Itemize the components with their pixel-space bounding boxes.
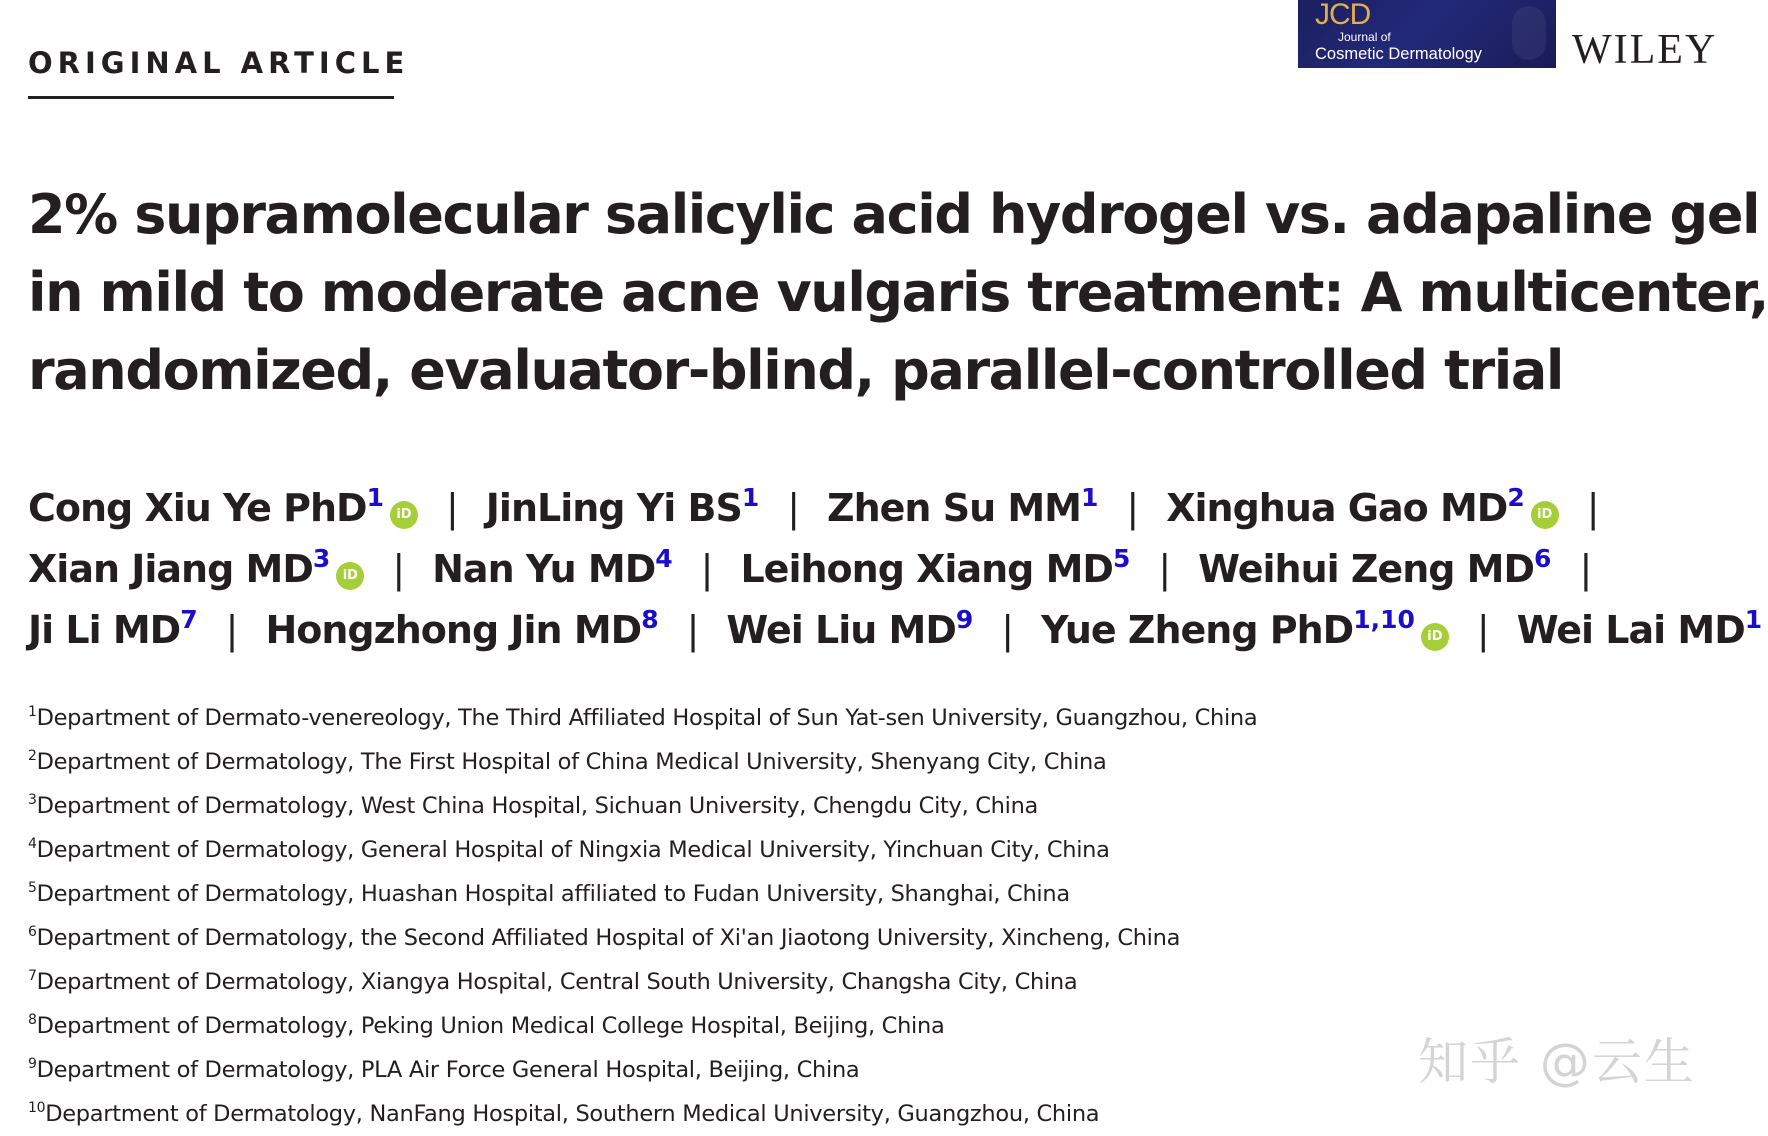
journal-logo-journal-of: Journal of: [1338, 30, 1391, 44]
author-name: Xinghua Gao MD: [1166, 486, 1508, 530]
author[interactable]: [1517, 600, 1762, 661]
orcid-icon[interactable]: iD: [1531, 501, 1559, 529]
affiliation-item: [28, 828, 1328, 872]
title-line: in mild to moderate acne vulgaris treatment: A multicenter,: [28, 261, 1768, 324]
author[interactable]: [1041, 600, 1449, 661]
journal-logo[interactable]: [1298, 0, 1556, 68]
affiliation-superscript[interactable]: 3: [312, 544, 331, 573]
affiliation-list: [28, 696, 1328, 1136]
affiliation-item: [28, 740, 1328, 784]
author-name: Ji Li MD: [28, 608, 181, 652]
affiliation-number: 8: [28, 1012, 37, 1028]
journal-logo-name: Cosmetic Dermatology: [1315, 45, 1482, 63]
affiliation-number: 7: [28, 968, 37, 984]
author[interactable]: [740, 539, 1130, 600]
author-separator: |: [1586, 486, 1599, 530]
affiliation-item: [28, 872, 1328, 916]
author-name: Cong Xiu Ye PhD: [28, 486, 367, 530]
author[interactable]: [28, 478, 418, 539]
author-name: Hongzhong Jin MD: [265, 608, 642, 652]
affiliation-superscript[interactable]: 5: [1112, 544, 1131, 573]
author-name: JinLing Yi BS: [485, 486, 742, 530]
affiliation-text: Department of Dermatology, Xiangya Hospital, Central South University, Changsha City, China: [36, 969, 1078, 995]
article-title: [28, 176, 1768, 410]
author[interactable]: [28, 600, 198, 661]
author-separator: |: [392, 547, 405, 591]
author-separator: |: [445, 486, 458, 530]
affiliation-item: [28, 1048, 1328, 1092]
author-name: Yue Zheng PhD: [1041, 608, 1354, 652]
author-row: [28, 478, 1718, 539]
author-name: Xian Jiang MD: [28, 547, 313, 591]
journal-logo-abbrev: JCD: [1315, 0, 1371, 31]
affiliation-number: 2: [28, 748, 37, 764]
author-separator: |: [1001, 608, 1014, 652]
affiliation-number: 1: [28, 704, 37, 720]
affiliation-text: Department of Dermato-venereology, The Third Affiliated Hospital of Sun Yat-sen University, Guangzhou, China: [36, 705, 1258, 731]
author-row: [28, 600, 1763, 661]
affiliation-superscript[interactable]: 4: [655, 544, 673, 573]
author-separator: |: [1158, 547, 1171, 591]
author-separator: |: [787, 486, 800, 530]
publisher-logo[interactable]: WILEY: [1572, 27, 1718, 73]
title-line: randomized, evaluator-blind, parallel-controlled trial: [28, 339, 1563, 402]
section-label-underline: [28, 96, 394, 99]
affiliation-text: Department of Dermatology, the Second Affiliated Hospital of Xi'an Jiaotong University, Xincheng, China: [36, 925, 1181, 951]
affiliation-text: Department of Dermatology, West China Hospital, Sichuan University, Chengdu City, China: [36, 793, 1039, 819]
affiliation-item: [28, 1004, 1328, 1048]
author[interactable]: [28, 539, 364, 600]
author[interactable]: [1198, 539, 1551, 600]
affiliation-superscript[interactable]: 1: [366, 483, 384, 512]
affiliation-item: [28, 696, 1328, 740]
affiliation-superscript[interactable]: 1: [741, 483, 760, 512]
author-separator: |: [1476, 608, 1489, 652]
orcid-icon[interactable]: iD: [336, 562, 364, 590]
affiliation-item: [28, 960, 1328, 1004]
author-name: Wei Liu MD: [726, 608, 956, 652]
affiliation-text: Department of Dermatology, The First Hospital of China Medical University, Shenyang City, China: [36, 749, 1107, 775]
title-line: 2% supramolecular salicylic acid hydrogel vs. adapaline gel: [28, 183, 1760, 246]
author-separator: |: [225, 608, 238, 652]
affiliation-text: Department of Dermatology, NanFang Hospital, Southern Medical University, Guangzhou, China: [45, 1101, 1100, 1127]
author[interactable]: [726, 600, 973, 661]
affiliation-item: [28, 784, 1328, 828]
author-name: Weihui Zeng MD: [1198, 547, 1535, 591]
journal-logo-decoration: [1512, 6, 1546, 60]
affiliation-number: 4: [28, 836, 37, 852]
author[interactable]: [486, 478, 759, 539]
affiliation-superscript[interactable]: 1: [1081, 483, 1099, 512]
affiliation-number: 10: [28, 1100, 46, 1116]
affiliation-number: 3: [28, 792, 37, 808]
affiliation-superscript[interactable]: 6: [1534, 544, 1552, 573]
author-separator: |: [686, 608, 699, 652]
affiliation-superscript[interactable]: 1,10: [1353, 605, 1415, 634]
affiliation-number: 9: [28, 1056, 37, 1072]
orcid-icon[interactable]: iD: [1421, 623, 1449, 651]
watermark: 知乎 @云生: [1418, 1033, 1696, 1091]
author[interactable]: [827, 478, 1098, 539]
affiliation-superscript[interactable]: 1: [1744, 605, 1763, 634]
author-list: [28, 478, 1763, 661]
author-separator: |: [700, 547, 713, 591]
author-name: Leihong Xiang MD: [740, 547, 1113, 591]
author-name: Wei Lai MD: [1516, 608, 1745, 652]
affiliation-superscript[interactable]: 9: [955, 605, 974, 634]
affiliation-text: Department of Dermatology, Huashan Hospital affiliated to Fudan University, Shanghai, China: [36, 881, 1070, 907]
section-label: ORIGINAL ARTICLE: [28, 46, 410, 80]
author-row: [28, 539, 1718, 600]
affiliation-superscript[interactable]: 2: [1507, 483, 1525, 512]
orcid-icon[interactable]: iD: [390, 501, 418, 529]
affiliation-item: [28, 916, 1328, 960]
affiliation-item: [28, 1092, 1328, 1136]
affiliation-number: 6: [28, 924, 37, 940]
affiliation-text: Department of Dermatology, PLA Air Force General Hospital, Beijing, China: [36, 1057, 860, 1083]
affiliation-superscript[interactable]: 8: [641, 605, 659, 634]
author-name: Nan Yu MD: [432, 547, 656, 591]
author[interactable]: [432, 539, 673, 600]
author-separator: |: [1126, 486, 1139, 530]
affiliation-text: Department of Dermatology, Peking Union Medical College Hospital, Beijing, China: [36, 1013, 945, 1039]
affiliation-number: 5: [28, 880, 37, 896]
author[interactable]: [1166, 478, 1559, 539]
author[interactable]: [265, 600, 658, 661]
author-separator: |: [1579, 547, 1592, 591]
affiliation-superscript[interactable]: 7: [180, 605, 198, 634]
author-name: Zhen Su MM: [827, 486, 1081, 530]
affiliation-text: Department of Dermatology, General Hospital of Ningxia Medical University, Yinchuan City, China: [36, 837, 1110, 863]
